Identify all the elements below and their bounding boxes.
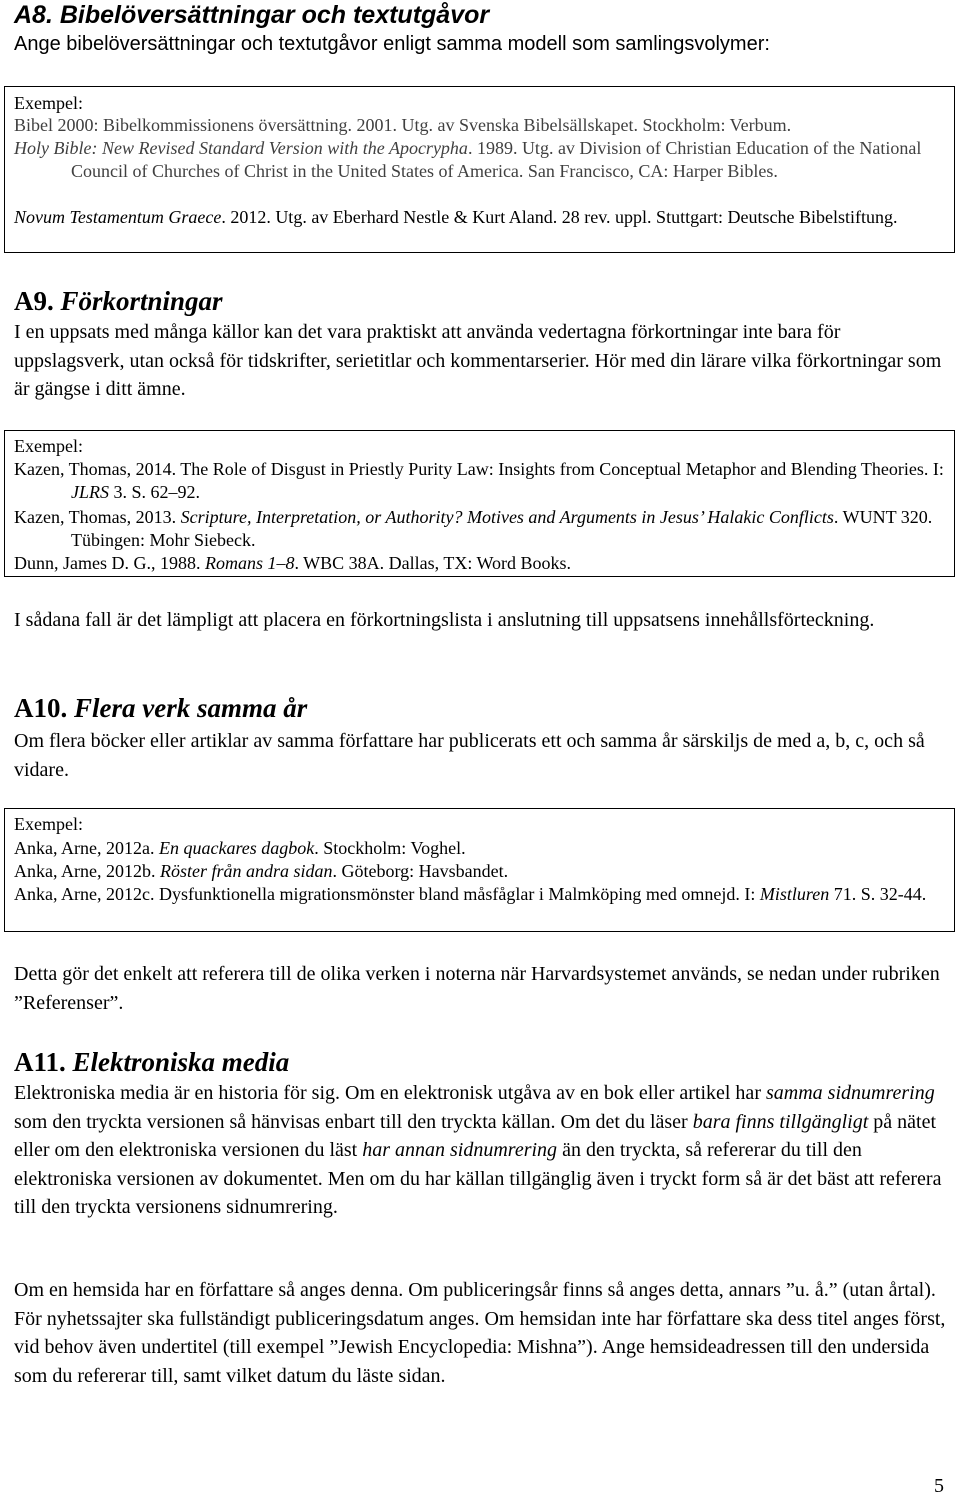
reference-entry: Novum Testamentum Graece. 2012. Utg. av Eberhard Nestle & Kurt Aland. 28 rev. uppl. Stuttgart: Deutsche Bibelstiftung. (14, 207, 898, 227)
reference-entry: Anka, Arne, 2012a. En quackares dagbok. Stockholm: Voghel. (14, 838, 466, 858)
section-body-a11: Elektroniska media är en historia för sig. Om en elektronisk utgåva av en bok eller artikel har samma sidnumrering som den tryckta versionen så hänvisas enbart till den tryckta källan. Om det du läser bara finns tillgängligt på nätet eller om den elektroniska versionen du läst har annan sidnumrering än den tryckta, så refererar du till den elektroniska versionen av dokumentet. Men om du har källan tillgänglig även i tryckt form så är det bäst att referera till den tryckta versionens sidnumrering. (14, 1082, 942, 1218)
example-box-a8 (4, 86, 955, 253)
example-box-a10 (4, 808, 955, 932)
reference-entry: Holy Bible: New Revised Standard Version with the Apocrypha. 1989. Utg. av Division of Christian Education of the National Council of Churches of Christ in the United States of America. San Francisco, CA: Harper Bibles. (14, 138, 922, 181)
reference-entry: Kazen, Thomas, 2014. The Role of Disgust in Priestly Purity Law: Insights from Conceptual Metaphor and Blending Theories. I: JLRS 3. S. 62–92. (14, 459, 944, 502)
section-heading-a11: A11. Elektroniska media (14, 1047, 290, 1077)
section-body-a11-second: Om en hemsida har en författare så anges denna. Om publiceringsår finns så anges detta, annars ”u. å.” (utan årtal). För nyhetssajter ska fullständigt publiceringsdatum anges. Om hemsidan inte har författare ska dess titel anges först, vid behov även undertitel (till exempel ”Jewish Encyclopedia: Mishna”). Ange hemsideadressen till den undersida som du refererar till, samt vilket datum du läste sidan. (14, 1279, 946, 1387)
example-label: Exempel: (14, 93, 83, 113)
example-box-a9 (4, 430, 955, 577)
section-heading-a9: A9. Förkortningar (14, 286, 223, 316)
reference-entry: Kazen, Thomas, 2013. Scripture, Interpretation, or Authority? Motives and Arguments in Jesus’ Halakic Conflicts. WUNT 320. Tübingen: Mohr Siebeck. (14, 507, 933, 550)
reference-entry: Dunn, James D. G., 1988. Romans 1–8. WBC 38A. Dallas, TX: Word Books. (14, 553, 572, 573)
example-label: Exempel: (14, 814, 83, 834)
section-body-a9: I en uppsats med många källor kan det vara praktiskt att använda vedertagna förkortningar inte bara för uppslagsverk, utan också för tidskrifter, serietitlar och kommentarserier. Hör med din lärare vilka förkortningar som är gängse i ditt ämne. (14, 321, 942, 400)
page-number: 5 (934, 1475, 944, 1497)
reference-entry: Anka, Arne, 2012c. Dysfunktionella migrationsmönster bland måsfåglar i Malmköping med omnejd. I: Mistluren 71. S. 32-44. (14, 884, 927, 904)
section-body-a10: Om flera böcker eller artiklar av samma författare har publicerats ett och samma år särskiljs de med a, b, c, och så vidare. (14, 730, 925, 781)
section-heading-a10: A10. Flera verk samma år (14, 693, 308, 723)
reference-entry: Anka, Arne, 2012b. Röster från andra sidan. Göteborg: Havsbandet. (14, 861, 509, 881)
section-intro-a8: Ange bibelöversättningar och textutgåvor enligt samma modell som samlingsvolymer: (14, 33, 770, 55)
section-after-a10: Detta gör det enkelt att referera till de olika verken i noterna när Harvardsystemet används, se nedan under rubriken ”Referenser”. (14, 963, 940, 1014)
reference-entry: Bibel 2000: Bibelkommissionens översättning. 2001. Utg. av Svenska Bibelsällskapet. Stockholm: Verbum. (14, 115, 792, 135)
section-heading-a8: A8. Bibelöversättningar och textutgåvor (14, 1, 490, 29)
section-after-a9: I sådana fall är det lämpligt att placera en förkortningslista i anslutning till uppsatsens innehållsförteckning. (14, 609, 875, 631)
example-label: Exempel: (14, 436, 83, 456)
